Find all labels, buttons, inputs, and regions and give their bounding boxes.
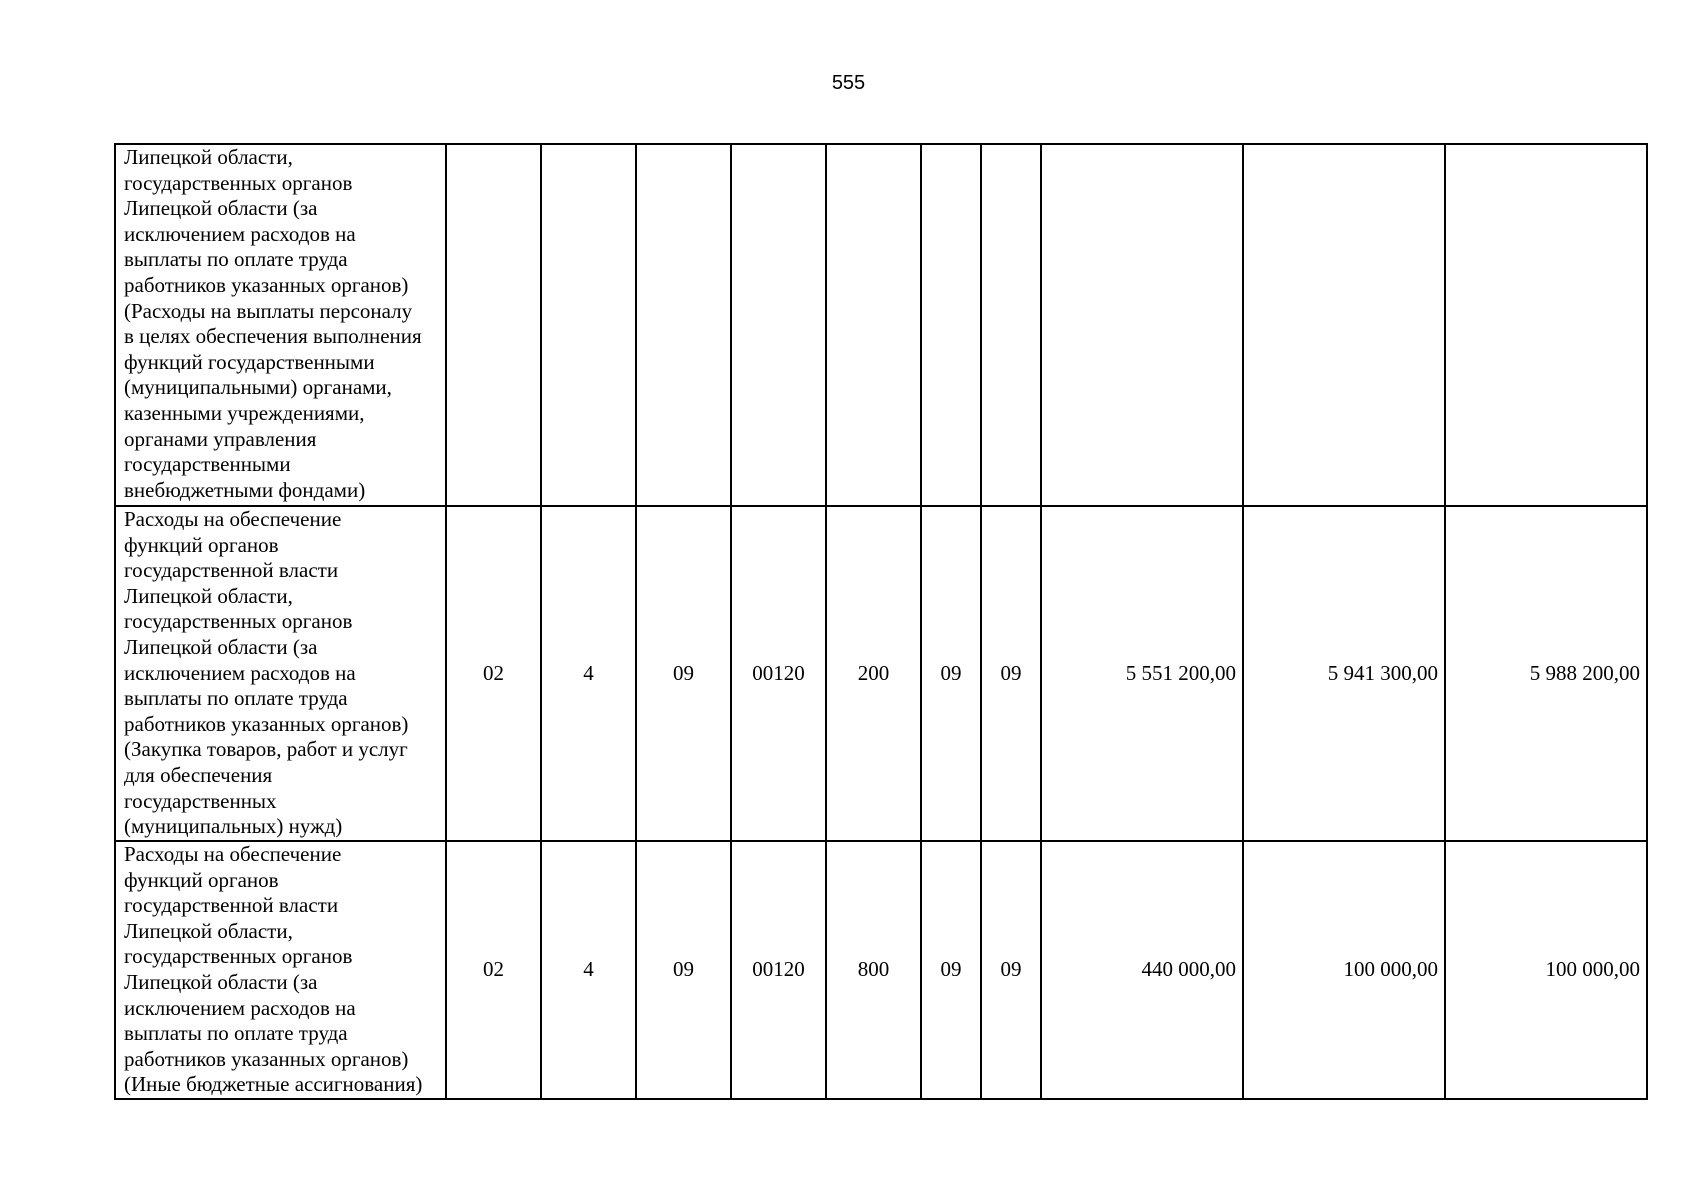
- description-line: казенными учреждениями,: [124, 400, 365, 425]
- cell-code-7: [981, 144, 1041, 506]
- cell-code-4: 00120: [731, 506, 826, 841]
- cell-amount-3: 5 988 200,00: [1445, 506, 1647, 841]
- description-line: Липецкой области (за: [124, 196, 318, 221]
- description-line: работников указанных органов): [124, 1046, 409, 1071]
- cell-code-2: [541, 144, 636, 506]
- description-line: функций государственными: [124, 349, 375, 374]
- description-line: в целях обеспечения выполнения: [124, 324, 422, 349]
- description-line: Расходы на обеспечение: [124, 507, 342, 531]
- cell-code-4: [731, 144, 826, 506]
- cell-code-2: 4: [541, 841, 636, 1099]
- cell-code-6: 09: [921, 506, 981, 841]
- description-line: внебюджетными фондами): [124, 477, 366, 502]
- cell-code-1: 02: [446, 841, 541, 1099]
- cell-code-1: [446, 144, 541, 506]
- cell-amount-1: 440 000,00: [1041, 841, 1243, 1099]
- cell-code-7: 09: [981, 841, 1041, 1099]
- description-line: государственных органов: [124, 609, 353, 634]
- description-line: (муниципальными) органами,: [124, 375, 392, 400]
- description-line: выплаты по оплате труда: [124, 1021, 348, 1046]
- description-line: Липецкой области (за: [124, 969, 318, 994]
- table-row: [115, 506, 1647, 841]
- cell-code-5: [826, 144, 921, 506]
- description-line: государственных органов: [124, 944, 353, 969]
- table-row: [115, 144, 1647, 506]
- description-line: работников указанных органов): [124, 272, 409, 297]
- description-line: выплаты по оплате труда: [124, 247, 348, 272]
- description-line: функций органов: [124, 532, 279, 557]
- description-line: работников указанных органов): [124, 711, 409, 736]
- table-row: [115, 841, 1647, 1099]
- cell-code-5: 800: [826, 841, 921, 1099]
- description-line: государственных: [124, 788, 277, 813]
- description-line: государственной власти: [124, 558, 339, 583]
- cell-code-6: [921, 144, 981, 506]
- description-line: Липецкой области,: [124, 583, 293, 608]
- cell-code-3: 09: [636, 841, 731, 1099]
- cell-amount-3: [1445, 144, 1647, 506]
- description-line: функций органов: [124, 867, 279, 892]
- description-line: (Закупка товаров, работ и услуг: [124, 737, 408, 762]
- description-line: государственными: [124, 452, 291, 477]
- cell-code-2: 4: [541, 506, 636, 841]
- description-line: (Иные бюджетные ассигнования): [124, 1072, 423, 1097]
- description-line: для обеспечения: [124, 762, 273, 787]
- row-description: [115, 841, 446, 1099]
- cell-amount-2: 100 000,00: [1243, 841, 1445, 1099]
- cell-amount-2: [1243, 144, 1445, 506]
- description-line: (муниципальных) нужд): [124, 814, 343, 839]
- description-line: Липецкой области,: [124, 145, 293, 169]
- description-line: исключением расходов на: [124, 995, 356, 1020]
- description-line: государственных органов: [124, 170, 353, 195]
- table-body: [115, 144, 1647, 1099]
- page-number: 555: [831, 72, 866, 94]
- description-line: исключением расходов на: [124, 221, 356, 246]
- cell-code-3: 09: [636, 506, 731, 841]
- row-description: [115, 506, 446, 841]
- description-line: государственной власти: [124, 893, 339, 918]
- description-line: исключением расходов на: [124, 660, 356, 685]
- description-line: выплаты по оплате труда: [124, 686, 348, 711]
- cell-amount-1: [1041, 144, 1243, 506]
- cell-amount-2: 5 941 300,00: [1243, 506, 1445, 841]
- cell-amount-1: 5 551 200,00: [1041, 506, 1243, 841]
- description-line: Расходы на обеспечение: [124, 842, 342, 866]
- description-line: Липецкой области,: [124, 918, 293, 943]
- cell-code-1: 02: [446, 506, 541, 841]
- row-description: [115, 144, 446, 506]
- description-line: (Расходы на выплаты персоналу: [124, 298, 413, 323]
- cell-code-6: 09: [921, 841, 981, 1099]
- cell-code-7: 09: [981, 506, 1041, 841]
- cell-code-3: [636, 144, 731, 506]
- description-line: Липецкой области (за: [124, 634, 318, 659]
- budget-table: [114, 143, 1648, 1100]
- cell-code-5: 200: [826, 506, 921, 841]
- description-line: органами управления: [124, 426, 317, 451]
- cell-amount-3: 100 000,00: [1445, 841, 1647, 1099]
- cell-code-4: 00120: [731, 841, 826, 1099]
